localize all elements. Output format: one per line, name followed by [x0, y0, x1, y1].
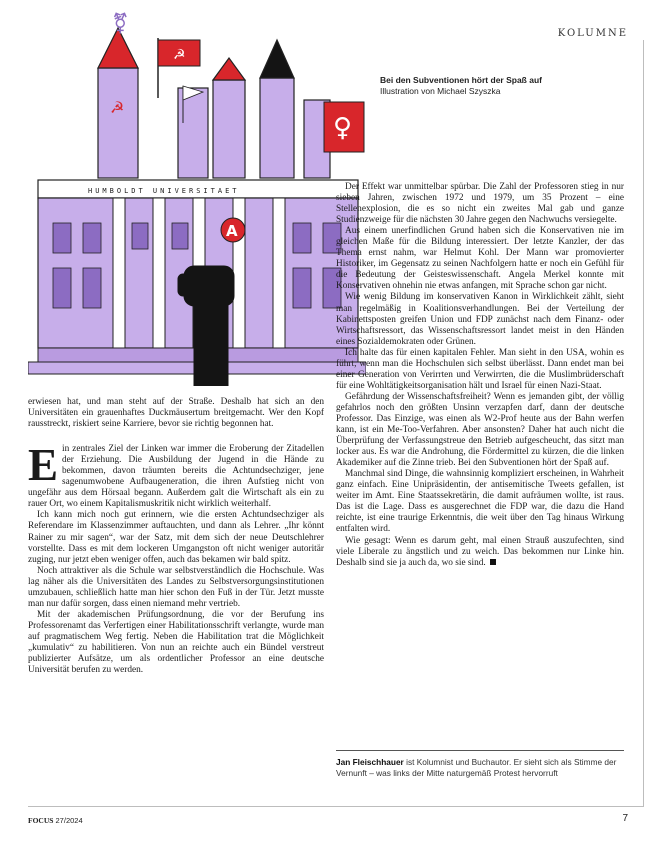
bio-rule [336, 750, 624, 751]
footer-rule [28, 806, 644, 807]
paragraph: Aus einem unerfindlichen Grund haben sich die Konservativen nie im gleichen Maße für die Bildung interessiert. Der letzte Kanzler, der das Thema ernst nahm, war Helmut Kohl. Der Mann war promovierter Historiker, im Gegensatz zu seinen Nachfolgern hatte er noch ein Gefühl für die Bedeutung der Geisteswissenschaft. Angela Merkel konnte mit Konservativen ohnehin nie etwas anfangen, mit Sprache schon gar nicht. [336, 226, 624, 292]
caption-title: Bei den Subventionen hört der Spaß auf [380, 75, 542, 85]
page-number: 7 [622, 813, 628, 824]
article-column-left [28, 397, 324, 676]
hammer-sickle-icon: ☭ [110, 98, 125, 117]
paragraph: Wie wenig Bildung im konservativen Kanon in Wirklichkeit zählt, sieht man regelmäßig in Koalitionsverhandlungen. Bei der Verteilung der Kabinettsposten greifen Union und FDP zunächst nach dem Finanz- oder Wirtschaftsressort, das Wissenschaftsressort landet meist in den Händen eines Sozialdemokraten oder Grünen. [336, 292, 624, 347]
author-bio-text: ist Kolumnist und Buchautor. Er sieht sich als Stimme der Vernunft – was links der Mitte naturgemäß Protest hervorruft [336, 757, 617, 778]
magazine-name: FOCUS [28, 816, 54, 825]
hammer-sickle-icon: ☭ [173, 47, 186, 63]
section-label: KOLUMNE [557, 28, 628, 39]
paragraph: Noch attraktiver als die Schule war selbstverständlich die Hochschule. Was lag näher als die Universitäten des Landes zu Selbstversorgungsinstitutionen umzubauen, schließlich hatte man hier schon den Fuß in der Tür. Jetzt musste man nur dafür sorgen, dass einen niemand mehr vertrieb. [28, 565, 324, 609]
paragraph: Der Effekt war unmittelbar spürbar. Die Zahl der Professoren stieg in nur sieben Jahren, zwischen 1972 und 1979, um 35 Prozent – eine Stellenexplosion, die es so nicht ein zweites Mal gab und ganze Studienzweige für die nächsten 30 Jahre gegen den Nachwuchs versiegelte. [336, 182, 624, 226]
footer-magazine [28, 816, 83, 825]
paragraph: erwiesen hat, und man steht auf der Straße. Deshalb hat sich an den Universitäten ein grauenhaftes Duckmäusertum breitgemacht. Wer den Kopf rausstreckt, riskiert seine Karriere, bevor sie richtig begonnen hat. [28, 397, 324, 430]
female-symbol-icon: ♀ [333, 113, 353, 143]
svg-text:A: A [226, 222, 238, 240]
building-inscription: HUMBOLDT UNIVERSITAET [88, 187, 240, 195]
drop-cap: E [28, 440, 59, 491]
paragraph: Ich kann mich noch gut erinnern, wie die ersten Achtundsechziger als Referendare im Klassenzimmer auftauchten, und dann als Lehrer. „Ihr könnt Rainer zu mir sagen“, war der Satz, mit dem sich der neue Deutschlehrer vorstellte. Dass es mit dem lockeren Umgangston oft nicht weniger autoritär zuging, nur jetzt eben weniger offen, auch das bekamen wir bald spitz. [28, 510, 324, 565]
paragraph: Ich halte das für einen kapitalen Fehler. Man sieht in den USA, wohin es führt, wenn man die Hochschulen sich selbst überlässt. Dann endet man bei einer Generation von Verirrten und Verwirrten, die die Muslimbrüderschaft für eine Wohltätigkeitsorganisation hält und Israel für einen Nazi-Staat. [336, 347, 624, 391]
caption-credit: Illustration von Michael Szyszka [380, 86, 501, 96]
end-mark-icon [490, 559, 496, 565]
transgender-symbol-icon: ⚧ [112, 11, 129, 35]
article-column-right [336, 182, 624, 569]
paragraph: Ein zentrales Ziel der Linken war immer die Eroberung der Zitadellen der Erziehung. Die Ausbildung der Jugend in die Hände zu bekommen, davon träumten bereits die Achtundsechziger, jene sagenumwobene Aufbaugeneration, die ihren Aufstieg nicht von ungefähr aus dem Hörsaal begann. Außerdem galt die Wirtschaft als ein zu rauer Ort, wo einem Kapitalismuskritik nicht wirklich weiterhalf. [28, 440, 324, 510]
red-spire-mid [213, 58, 245, 80]
paragraph: Mit der akademischen Prüfungsordnung, die vor der Berufung ins Professorenamt das Verfertigen einer Habilitationsschrift verlangte, wurde man auf pragmatischem Weg fertig. Neben die Habilitation trat die Möglichkeit „kumulativ“ zu habilitieren. Von nun an reichte auch ein Bündel verstreut publizierter Aufsätze, um als ordentlicher Professor an eine deutsche Universität berufen zu werden. [28, 609, 324, 676]
illustration-caption [380, 75, 620, 97]
issue-number: 27/2024 [55, 816, 83, 825]
illustration-university-building [28, 8, 366, 386]
paragraph: Manchmal sind Dinge, die wahnsinnig kompliziert erscheinen, in Wahrheit ganz einfach. Eine Unipräsidentin, der antisemitische Tweets gefallen, ist weiter im Amt. Eine Staatssekretärin, die damit aufräumen wollte, ist raus. Das ist die Lage. Dass es ausgerechnet die FDP war, die dazu die Hand reichte, ist eine traurige Erkenntnis, die weit über den Tag hinaus Wirkung entfalten wird. [336, 469, 624, 535]
author-name: Jan Fleischhauer [336, 757, 404, 767]
author-bio [336, 757, 624, 779]
paragraph: Gefährdung der Wissenschaftsfreiheit? Wenn es jemanden gibt, der völlig gefahrlos noch den größten Unsinn verzapfen darf, dann der deutsche Professor. Das Einzige, was einen als W2-Prof heute aus der Bahn werfen kann, ist ein Me-Too-Verfahren. Aber ansonsten? Daher hat auch nicht die Überprüfung der Verfassungstreue den Betrieb aufgescheucht, das sitzt man locker aus. Es war die Androhung, die Fördermittel zu kürzen, die die linken Akademiker auf die Zinne trieb. Bei den Subventionen hört der Spaß auf. [336, 391, 624, 469]
right-margin-rule [643, 40, 644, 807]
paragraph: Wie gesagt: Wenn es darum geht, mal einen Strauß auszufechten, sind viele Liberale zu ängstlich und zu weich. Das bekommen nur Linke hin. Deshalb sind sie ja auch da, wo sie sind. [336, 535, 624, 568]
black-spire [260, 40, 294, 78]
